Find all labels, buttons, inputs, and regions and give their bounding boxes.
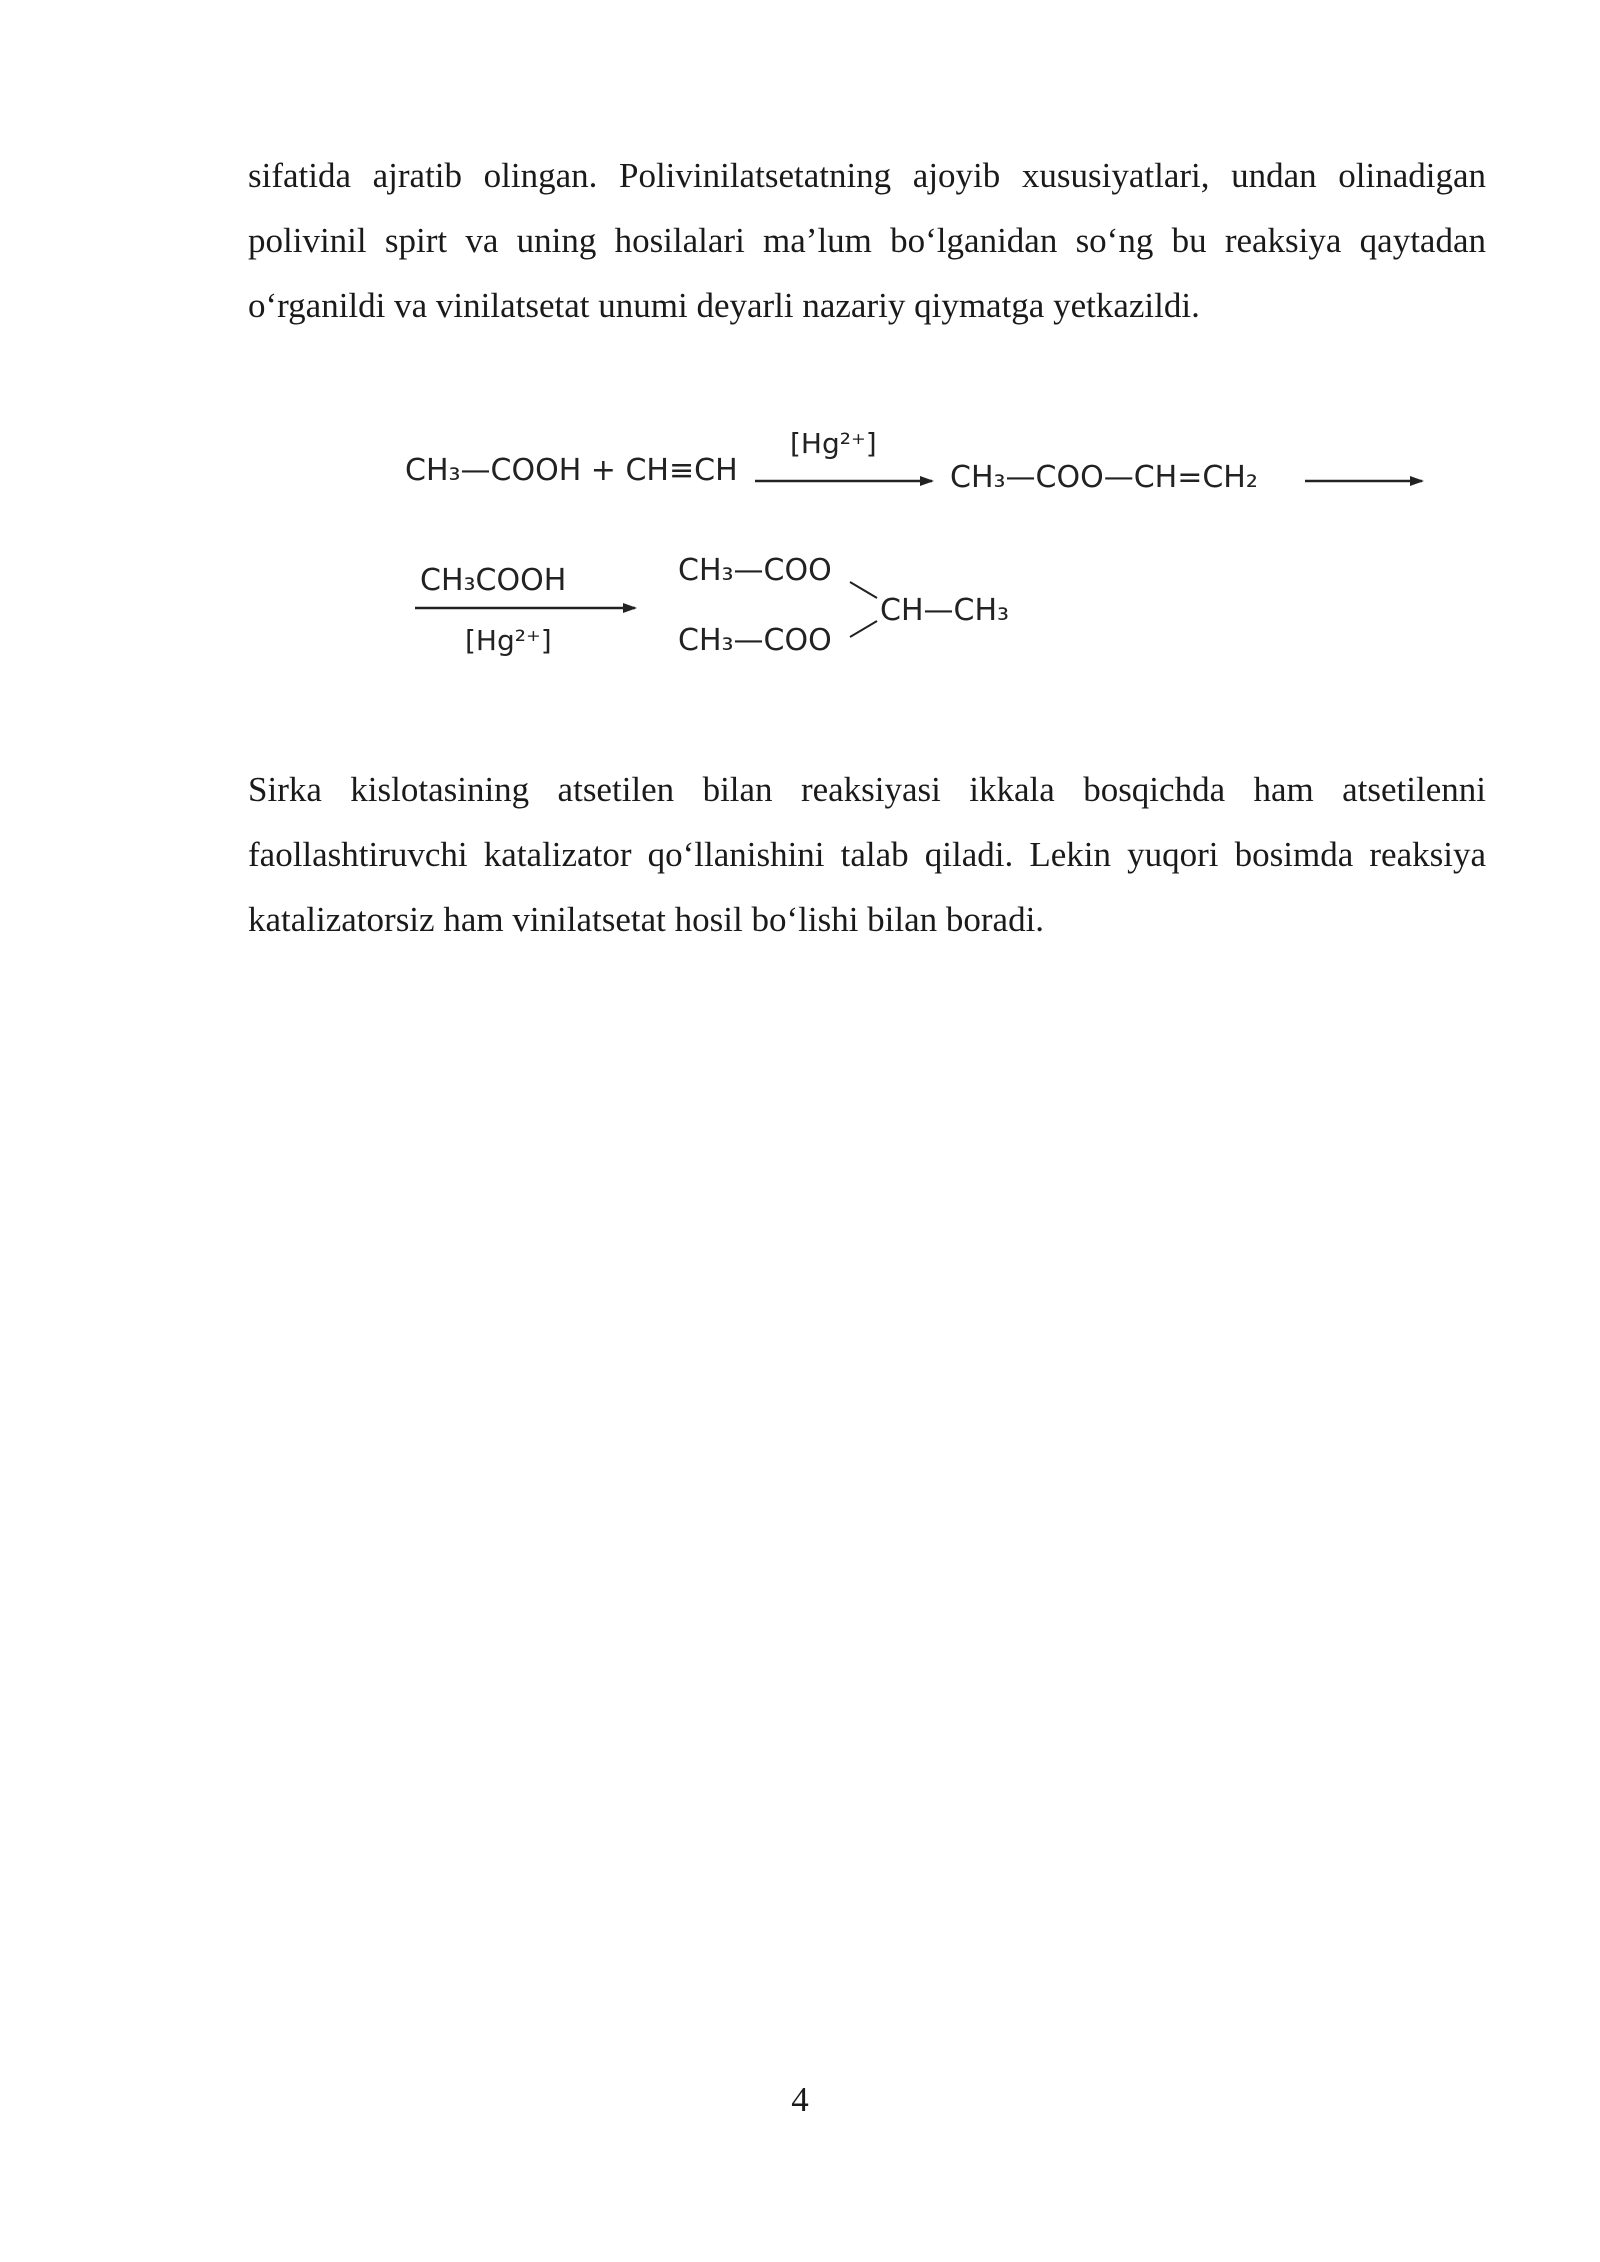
- reaction-scheme: [380, 415, 1440, 675]
- paragraph-intro: sifatida ajratib olingan. Polivinilatsetatning ajoyib xususiyatlari, undan olinadigan polivinil spirt va uning hosilalari ma’lum bo‘lganidan so‘ng bu reaksiya qaytadan o‘rganildi va vinilatsetat unumi deyarli nazariy qiymatga yetkazildi.: [248, 156, 1486, 325]
- ethylidene-group: CH—CH₃: [880, 593, 1010, 628]
- catalyst-below-arrow: [Hg²⁺]: [465, 624, 552, 657]
- ester-group-bottom: CH₃—COO: [678, 623, 832, 658]
- vinyl-acetate-formula: CH₃—COO—CH=CH₂: [950, 460, 1258, 495]
- catalyst-label-top: [Hg²⁺]: [790, 427, 877, 460]
- bond-top: [850, 582, 877, 598]
- bond-bottom: [850, 621, 877, 637]
- reagent-above-arrow: CH₃COOH: [420, 563, 567, 598]
- paragraph-catalyst: Sirka kislotasining atsetilen bilan reaksiyasi ikkala bosqichda ham atsetilenni faollashtiruvchi katalizator qo‘llanishini talab qiladi. Lekin yuqori bosimda reaksiya katalizatorsiz ham vinilatsetat hosil bo‘lishi bilan boradi.: [248, 770, 1486, 939]
- reactants-formula: CH₃—COOH + CH≡CH: [405, 453, 738, 488]
- reaction-scheme-svg: [380, 415, 1440, 675]
- page-number: 4: [791, 2080, 809, 2119]
- ester-group-top: CH₃—COO: [678, 553, 832, 588]
